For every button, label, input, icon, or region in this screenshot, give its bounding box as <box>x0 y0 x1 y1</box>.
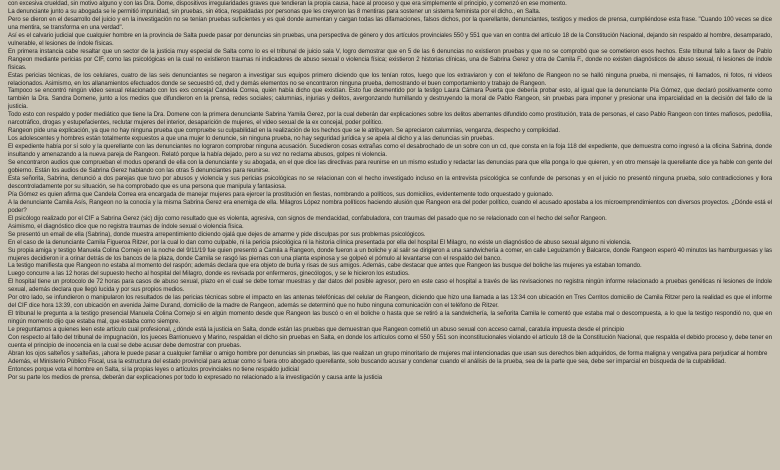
paragraph-3: Pero se dieron en el desarrollo del juicio y en la investigación no se tenían pruebas suficientes y es qué donde aumentan y cargan todas las difamaciones, falsos dichos, por la querellante, denunciantes, testigos y medios de prensa, cumpliéndose esta frase. "Cuando 100 veces se dice una mentira, se transforma en una verdad". <box>8 15 772 31</box>
paragraph-5: En primera instancia cabe resaltar que un sector de la justicia muy especial de Salta como lo es el tribunal de juicio sala V, logro demostrar que en 5 de las 6 denuncias no existieron pruebas y que no se comprobó que se cometieron esos hechos. Este tribunal fallo a favor de Pablo Rangeon mediante pericias por CIF, como las psicológicas en la cual no existieron traumas ni indicadores de abuso sexual o violencia física; existieron 2 historias clínicas, una de Sabrina Gerez y otra de Camila F., donde no existen diagnósticos de abuso sexual, ni lesiones de índole físicas. <box>8 47 772 71</box>
paragraph-2: La denunciante junto a su abogada se le permitió impunidad, sin pruebas, sin ética, respaldadas por personas que les creyeron las 8 mentiras para sostener un sistema feminista por el dicho., en Salta. <box>8 7 541 15</box>
paragraph-17: Asimismo, el diagnóstico dice que no registra traumas de índole sexual o violencia física. <box>8 222 244 230</box>
paragraph-13: Esta señorita, Sabrina, denunció a dos parejas que tuvo por abusos y violencia y sus pericias psicológicas no se relacionan con el hecho investigado incluso en la entrevista psicológica se confunde de personas y en el juicio no presentó ninguna prueba, solo contradicciones y llora descontroladamente por su situación, se ha comprobado que es una persona que manipula y fantasiosa. <box>8 174 772 190</box>
paragraph-31: Por su parte los medios de prensa, deberán dar explicaciones por todo lo expresado no relacionado a la investigación y causa ante la justicia <box>8 373 383 381</box>
paragraph-1: con excesiva crueldad, sin motivo alguno y con las Dra. Dome, dispositivos irregularidades graves que tendieran la propia causa, hace al proceso y que era simplemente el principio, y comenzó en ese momento. <box>8 0 567 7</box>
paragraph-6: Estas pericias técnicas, de los celulares, cuatro de las seis denunciantes se negaron a investigar sus equipos primero diciendo que los tenían rotos, luego que los extraviaron y con el teléfono de Rangeon no se halló ninguna prueba, ni mensajes, ni llamados, ni fotos, ni videos relacionados. Asimismo, en los allanamientos efectuados donde se secuestró cd, dvd y demás elementos no se encontraron ninguna prueba, demostrando el buen comportamiento y trabajo de Rangeon. <box>8 71 772 87</box>
paragraph-15: A la denunciante Camila Asís, Rangeon no la conocía y la misma Sabrina Gerez era enemiga de ella. Milagros López nombra políticos haciendo alusión que Rangeon era del poder político, cuando el acusado apostaba a los microemprendimientos con diversos proyectos. ¿Dónde está el poder? <box>8 198 772 214</box>
paragraph-11: El expediente había por sí solo y la querellante con las denunciantes no lograron comprobar ninguna acusación. Sucedieron cosas extrañas como el desabrochado de un sobre con un cd, que consta en la foja 118 del expediente, que demuestra como ingresó a la oficina Sabrina, donde insultando y amenazando a la nueva pareja de Rangeon. Relató porque la había dejado, pero a su vez no reclama abusos, golpes ni violencia. <box>8 143 772 159</box>
paragraph-8: Todo esto con respaldo y poder mediático que tiene la Dra. Domene con la primera denunciante Sabrina Yamila Gerez, por la cual deberán dar explicaciones sobre los delitos aberrantes difundido como prostitución, trata de personas, el caso Pablo Rangeon con tintes mafiosos, pedofilia, narcotráfico, drogas y estupefacientes, reclutar mujeres del interior, desaparición de mujeres, el video sexual de la ex concejal, poder político. <box>8 111 772 127</box>
paragraph-12: Se encontraron audios que comprueban el modus operandi de ella con la denunciante y su abogada, en el que dice las directivas para reunirse en un mismo estudio y redactar las denuncias para que ella ponga lo que quieren, y en otro mensaje la querellante dice ya hable con gente del gobierno. Están los audios de Sabrina Gerez hablando con las otras 5 denunciantes para reunirse. <box>8 159 772 175</box>
paragraph-24: Por otro lado, se infundieron o manipularon los resultados de las pericias técnicas sobre el impacto en las antenas telefónicas del celular de Rangeon, diciendo que hizo una llamada a las 13:34 con ubicación en Tres Cerritos domicilio de Camila Ritzer pero la realidad es que el informe del CIF dice hora 13:39, con ubicación en avenida Jaime Durand, domicilio de la madre de Rangeon, además se determinó que no hubo ninguna comunicación con el teléfono de Ritzer. <box>8 294 772 310</box>
paragraph-28: Abran los ojos salteños y salteñas, ¡ahora le puede pasar a cualquier familiar o amigo hombre por denuncias sin pruebas, las que realizan un grupo minoritario de mujeres mal intencionadas que usan sus derechos bien adquiridos, de forma maligna y vengativa para perjudicar al hombre <box>8 349 768 357</box>
paragraph-23: El hospital tiene un protocolo de 72 horas para casos de abuso sexual, plazo en el cual se debe tomar muestras y dar datos del posible agresor, pero en este caso el hospital a través de las revisaciones no registra ningún informe relacionado a pruebas genéticas ni lesiones de índole sexual, además declara que llegó lucida y por sus propios medios. <box>8 278 772 294</box>
paragraph-29: Además, el Ministerio Público Fiscal, usa la estructura del estado provincial para actuar como si fuera otro abogado querellante, solo buscando acusar y condenar cuando el análisis de la prueba, sea de la parte que sea, debe ser imparcial en búsqueda de la culpabilidad. <box>8 357 726 365</box>
paragraph-30: Entonces porque vota el hombre en Salta, si la propias leyes o artículos provinciales no tiene respaldo judicial <box>8 365 299 373</box>
paragraph-25: El tribunal le pregunta a la testigo presencial Manuela Colina Cornejo si en algún momento desde que Rangeon las buscó o en el boliche o hasta que se retiró a la sandwichería, la señorita Camila le comentó que estaba mal o descompuesta, a lo que la testigo respondió no, que en ningún momento dijo que estaba mal, que estaba como siempre. <box>8 310 772 326</box>
paragraph-27: Con respecto al fallo del tribunal de impugnación, los jueces Barrionuevo y Marino, respaldan el dicho sin pruebas en Salta, en donde los artículos como el 550 y 551 son inconstitucionales violando el artículo 18 de la Constitución Nacional, que respalda el debido proceso y, debe tener en cuenta el principio de inocencia en la cual se debe acusar debe demostrar con pruebas. <box>8 334 772 349</box>
paragraph-14: Pía Gómez es quien afirma que Candela Correa era encargada de manejar mujeres para ejercer la prostitución en fiestas, nombrando a políticos, sus domicilios, evidentemente todo orquestado y guionado. <box>8 190 554 198</box>
paragraph-19: En el caso de la denunciante Camila Figueroa Ritzer, por la cual lo dan como culpable, ni la pericia psicológica ni la historia clínica presentada por ella del hospital El Milagro, no existe un diagnóstico de abuso sexual alguno ni violencia. <box>8 238 632 246</box>
paragraph-10: Los adolescentes y hombres están totalmente expuestos a que una mujer lo denuncie, sin ninguna prueba, no hay seguridad jurídica y se apela al dicho y a las denuncias sin pruebas. <box>8 135 494 143</box>
paragraph-9: Rangeon pide una explicación, ya que no hay ninguna prueba que compruebe su culpabilidad en la realización de los hechos que se le atribuyen. Se apreciaron calumnias, venganza, despecho y complicidad. <box>8 127 561 135</box>
paragraph-22: Luego concurre a las 12 horas del supuesto hecho al hospital del Milagro, donde es revisada por enfermeros, ginecólogos, y se le hicieron los estudios. <box>8 270 410 278</box>
paragraph-4: Así es el calvario judicial que cualquier hombre en la provincia de Salta puede pasar por denuncias sin pruebas, una perspectiva de género y dos artículos provinciales 550 y 551 que van en contra del artículo 18 de la Constitución Nacional, dejando sin respaldo al hombre, desamparado, vulnerable, el lesiones de índole físicas. <box>8 31 772 47</box>
paragraph-18: Se presentó un email de ella (Sabrina), donde muestra arrepentimiento diciendo ojalá que dejes de amarme y pide disculpas por sus problemas psicológicos. <box>8 230 426 238</box>
paragraph-7: Tampoco se encontró ningún video sexual relacionado con los exs concejal Candela Correa, quién había dicho que existían. Esto fue desmentido por la testigo Laura Cámara Puerta que debería probar esto, al igual que la denunciante Pía Gómez, que declaró positivamente como también la Dra. Sandra Domene, junto a los medios que difundieron en la prensa, redes sociales; calumnias, injurias y delitos, avergonzando humillando y destruyendo la moral de Pablo Rangeon, sin pruebas para imponer y presionar una imparcialidad en la decisión del fallo de la justicia. <box>8 87 772 111</box>
paragraph-21: La testigo manifiesta que Rangeon no estaba al momento del raspón; además declara que era objeto de burla y risas de sus amigos. Además, cabe destacar que antes que Rangeon las busque del boliche las mujeres ya estaban tomando. <box>8 262 642 270</box>
article-body <box>8 0 772 470</box>
paragraph-26: Le preguntamos a quienes leen este artículo cual profesional, ¿dónde está la justicia en Salta, donde están las pruebas que demuestran que Rangeon cometió un abuso sexual con acceso carnal, caratula impuesta desde el principio <box>8 326 625 334</box>
paragraph-16: El psicólogo realizado por el CIF a Sabrina Gerez (sic) dijo como resultado que es violenta, agresiva, con signos de mendacidad, confabuladora, con traumas del pasado que no se relacionado con el hecho del señor Rangeon. <box>8 214 607 222</box>
paragraph-20: Su propia amiga y testigo Manuela Colina Cornejo en la noche del 9/11/19 fue quien presentó a Camila a Rangeon, donde fueron a un boliche y al salir se dirigieron a una sandwichería a comer, en calle Leguizamón y Balcarce, donde Rangeon esperó 40 minutos las hamburguesas y las mujeres decidieron ir a orinar detrás de los bancos de la plaza, donde Camila se rasgó las piernas con una planta espinosa y se golpeó el pómulo al levantarse con el respaldo del banco. <box>8 246 772 262</box>
